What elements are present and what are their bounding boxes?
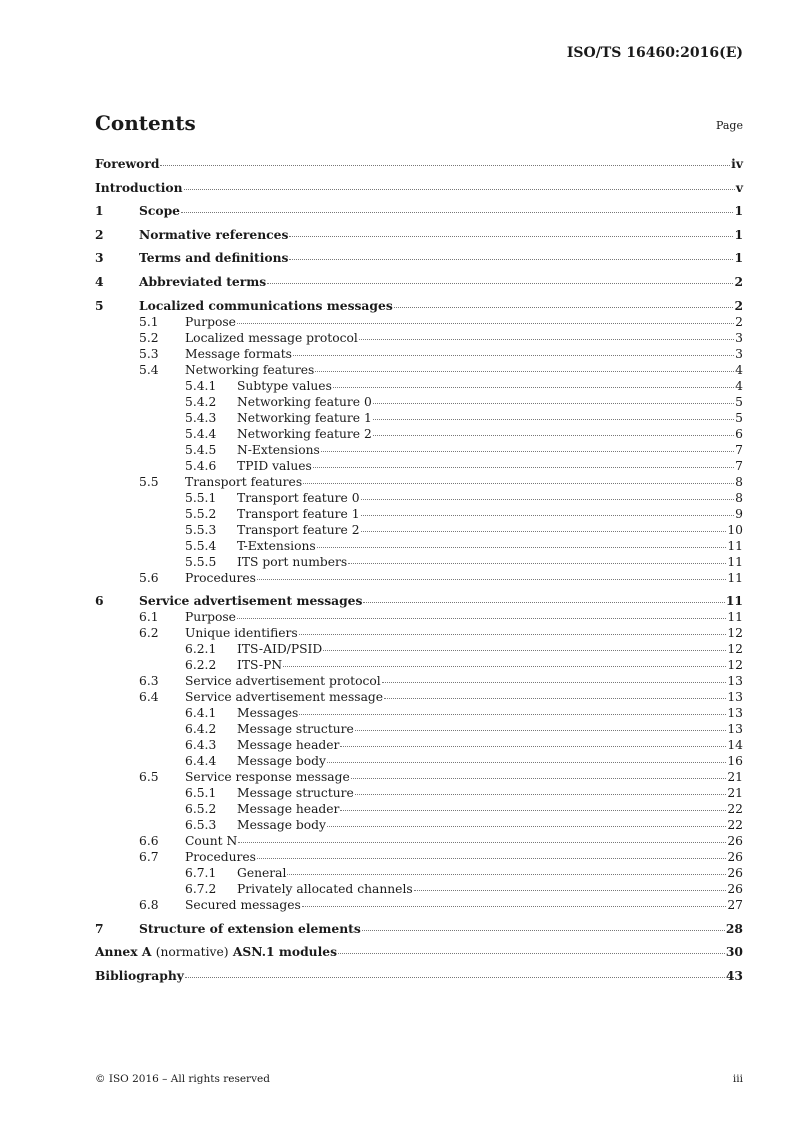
dot-leader: [333, 387, 734, 388]
toc-entry[interactable]: [95, 298, 743, 314]
dot-leader: [373, 419, 734, 420]
toc-entry-number: 3: [95, 250, 104, 266]
dot-leader: [355, 794, 727, 795]
toc-entry-title: Networking feature 2: [237, 426, 372, 441]
dot-leader: [340, 746, 726, 747]
dot-leader: [257, 858, 726, 859]
toc-entry[interactable]: [95, 250, 743, 266]
toc-entry[interactable]: [95, 180, 743, 196]
toc-entry-title: ITS port numbers: [237, 554, 348, 569]
dot-leader: [267, 283, 733, 284]
toc-entry-page: iv: [731, 156, 743, 171]
toc-entry-title: Transport feature 0: [237, 490, 360, 505]
toc-entry-page: 1: [734, 226, 743, 242]
toc-entry-number: 6.7.2: [185, 882, 217, 897]
toc-entry[interactable]: [95, 346, 743, 362]
toc-entry-title: Procedures: [185, 850, 256, 865]
toc-entry-title: Networking feature 1: [237, 410, 372, 425]
dot-leader: [287, 874, 726, 875]
toc-entry-title: Purpose: [185, 610, 236, 625]
toc-entry-page: 26: [727, 834, 743, 849]
toc-entry-number: 5.5.1: [185, 490, 217, 505]
toc-entry-title: Transport features: [185, 474, 303, 489]
toc-entry[interactable]: [95, 274, 743, 290]
toc-entry-number: 5.4.5: [185, 442, 217, 457]
toc-entry-title: Localized message protocol: [185, 330, 358, 345]
toc-entry-page: 21: [727, 786, 743, 801]
toc-entry-number: 6.1: [139, 610, 159, 625]
toc-entry[interactable]: [95, 849, 743, 865]
toc-entry[interactable]: [95, 625, 743, 641]
dot-leader: [382, 682, 727, 683]
dot-leader: [302, 906, 727, 907]
toc-entry[interactable]: [95, 753, 743, 769]
toc-entry-page: 13: [727, 690, 743, 705]
toc-entry-page: 4: [735, 362, 743, 377]
dot-leader: [303, 483, 734, 484]
toc-entry-annex-type: (normative): [155, 945, 229, 960]
dot-leader: [384, 698, 726, 699]
toc-entry-title: T-Extensions: [237, 538, 316, 553]
toc-entry-number: 6.2.2: [185, 658, 217, 673]
dot-leader: [327, 762, 726, 763]
toc-entry[interactable]: [95, 410, 743, 426]
toc-entry-page: 11: [727, 610, 743, 625]
page-number: iii: [732, 1073, 743, 1085]
copyright-footer: © ISO 2016 – All rights reserved: [95, 1073, 270, 1085]
toc-entry-number: 6.5.2: [185, 802, 217, 817]
toc-entry-title: Abbreviated terms: [139, 273, 267, 289]
toc-entry-page: 26: [727, 850, 743, 865]
toc-entry[interactable]: [95, 657, 743, 673]
dot-leader: [185, 977, 725, 978]
toc-entry-title: Message header: [237, 738, 340, 753]
toc-entry-page: 3: [735, 330, 743, 345]
toc-entry[interactable]: [95, 203, 743, 219]
toc-entry-number: 1: [95, 203, 104, 219]
toc-entry[interactable]: [95, 641, 743, 657]
dot-leader: [238, 842, 726, 843]
toc-entry-page: 16: [727, 754, 743, 769]
toc-entry[interactable]: [95, 330, 743, 346]
toc-entry[interactable]: [95, 865, 743, 881]
toc-entry-page: 6: [735, 426, 743, 441]
toc-entry[interactable]: [95, 442, 743, 458]
toc-entry[interactable]: [95, 881, 743, 897]
toc-entry-number: 5.5.5: [185, 554, 217, 569]
toc-entry-number: 6.7.1: [185, 866, 217, 881]
toc-entry[interactable]: [95, 506, 743, 522]
toc-entry[interactable]: [95, 769, 743, 785]
toc-entry-annex-title: ASN.1 modules: [232, 944, 338, 960]
toc-entry-page: 11: [727, 570, 743, 585]
toc-entry[interactable]: [95, 689, 743, 705]
document-id-header: ISO/TS 16460:2016(E): [566, 45, 743, 61]
dot-leader: [289, 236, 733, 237]
toc-entry-title: Service advertisement messages: [139, 593, 363, 609]
dot-leader: [321, 451, 734, 452]
toc-entry-number: 4: [95, 273, 104, 289]
toc-entry-page: 22: [727, 818, 743, 833]
dot-leader: [359, 339, 734, 340]
toc-entry-title: Message structure: [237, 722, 354, 737]
toc-entry-title: Message formats: [185, 346, 292, 361]
dot-leader: [373, 403, 734, 404]
toc-entry-title: Secured messages: [185, 898, 301, 913]
toc-entry-page: 12: [727, 658, 743, 673]
toc-entry-page: 13: [727, 722, 743, 737]
toc-entry[interactable]: [95, 458, 743, 474]
toc-entry-number: 6.5.3: [185, 818, 217, 833]
toc-entry-title: Message header: [237, 802, 340, 817]
toc-entry[interactable]: [95, 538, 743, 554]
toc-entry-title: Networking features: [185, 362, 315, 377]
toc-entry-page: 5: [735, 394, 743, 409]
toc-entry-title: Introduction: [95, 179, 183, 195]
toc-entry[interactable]: [95, 362, 743, 378]
table-of-contents: [95, 156, 743, 984]
dot-leader: [181, 212, 733, 213]
dot-leader: [362, 930, 725, 931]
toc-entry-number: 5.2: [139, 330, 159, 345]
dot-leader: [283, 666, 726, 667]
toc-entry-number: 5.4: [139, 362, 159, 377]
toc-entry-page: 27: [727, 898, 743, 913]
toc-entry-number: 7: [95, 920, 104, 936]
page-title: Contents: [95, 111, 196, 135]
toc-entry-page: 2: [734, 297, 743, 313]
toc-entry-title: TPID values: [237, 458, 312, 473]
toc-entry-title: Transport feature 1: [237, 506, 360, 521]
toc-entry-title: Bibliography: [95, 967, 184, 983]
toc-entry-page: 2: [734, 273, 743, 289]
dot-leader: [394, 307, 734, 308]
toc-entry-page: 11: [725, 593, 743, 609]
toc-entry-number: 5.4.4: [185, 426, 217, 441]
toc-entry-page: 26: [727, 882, 743, 897]
toc-entry[interactable]: [95, 490, 743, 506]
toc-entry-title: Annex A: [95, 944, 152, 960]
dot-leader: [348, 563, 726, 564]
dot-leader: [313, 467, 734, 468]
toc-entry-title: N-Extensions: [237, 442, 320, 457]
toc-entry-number: 6.2.1: [185, 642, 217, 657]
toc-entry-number: 6.5: [139, 770, 159, 785]
toc-entry[interactable]: [95, 801, 743, 817]
toc-entry-page: 1: [734, 203, 743, 219]
toc-entry-title: Terms and definitions: [139, 250, 289, 266]
toc-entry[interactable]: [95, 474, 743, 490]
toc-entry-title: Scope: [139, 203, 180, 219]
page-column-label: Page: [715, 119, 743, 132]
toc-entry-page: 7: [735, 458, 743, 473]
dot-leader: [361, 531, 727, 532]
toc-entry-page: 28: [725, 920, 743, 936]
toc-entry-number: 5.4.1: [185, 378, 217, 393]
toc-entry[interactable]: [95, 897, 743, 913]
toc-entry[interactable]: [95, 944, 743, 960]
toc-entry-title: Structure of extension elements: [139, 920, 361, 936]
dot-leader: [237, 323, 734, 324]
toc-entry-page: 12: [727, 626, 743, 641]
dot-leader: [327, 826, 726, 827]
toc-entry-title: ITS-AID/PSID: [237, 642, 323, 657]
toc-entry-number: 6.4.2: [185, 722, 217, 737]
dot-leader: [373, 435, 734, 436]
toc-entry-page: 13: [727, 706, 743, 721]
toc-entry[interactable]: [95, 785, 743, 801]
toc-entry[interactable]: [95, 609, 743, 625]
toc-entry-page: 1: [734, 250, 743, 266]
toc-entry[interactable]: [95, 721, 743, 737]
toc-entry[interactable]: [95, 968, 743, 984]
toc-entry-title: Transport feature 2: [237, 522, 360, 537]
toc-entry[interactable]: [95, 921, 743, 937]
toc-entry[interactable]: [95, 593, 743, 609]
toc-entry-page: 11: [727, 538, 743, 553]
toc-entry[interactable]: [95, 570, 743, 586]
toc-entry-page: 13: [727, 674, 743, 689]
toc-entry[interactable]: [95, 426, 743, 442]
dot-leader: [351, 778, 727, 779]
dot-leader: [361, 515, 735, 516]
toc-entry-number: 5.3: [139, 346, 159, 361]
toc-entry-page: 8: [735, 490, 743, 505]
dot-leader: [363, 602, 724, 603]
dot-leader: [184, 189, 735, 190]
dot-leader: [293, 355, 734, 356]
toc-entry-number: 2: [95, 226, 104, 242]
toc-entry-title: Localized communications messages: [139, 297, 393, 313]
toc-entry-number: 6.2: [139, 626, 159, 641]
toc-entry-page: 4: [735, 378, 743, 393]
toc-entry-title: Purpose: [185, 314, 236, 329]
toc-entry-title: Messages: [237, 706, 299, 721]
toc-entry-title: Subtype values: [237, 378, 332, 393]
toc-entry-page: 10: [727, 522, 743, 537]
toc-entry[interactable]: [95, 227, 743, 243]
dot-leader: [257, 579, 726, 580]
toc-entry-page: 3: [735, 346, 743, 361]
toc-entry-title: General: [237, 866, 287, 881]
toc-entry-page: 22: [727, 802, 743, 817]
toc-entry-title: Message body: [237, 754, 326, 769]
toc-entry-number: 6.4.3: [185, 738, 217, 753]
toc-entry-title: Service advertisement protocol: [185, 674, 381, 689]
toc-entry-title: Unique identifiers: [185, 626, 298, 641]
toc-entry[interactable]: [95, 522, 743, 538]
toc-entry-page: 21: [727, 770, 743, 785]
toc-entry-number: 5.4.3: [185, 410, 217, 425]
dot-leader: [317, 547, 727, 548]
toc-entry[interactable]: [95, 156, 743, 172]
toc-entry-page: 12: [727, 642, 743, 657]
toc-entry[interactable]: [95, 817, 743, 833]
toc-entry-number: 6.3: [139, 674, 159, 689]
toc-entry-page: 11: [727, 554, 743, 569]
toc-entry-page: 5: [735, 410, 743, 425]
dot-leader: [361, 499, 735, 500]
toc-entry-page: 26: [727, 866, 743, 881]
dot-leader: [414, 890, 727, 891]
dot-leader: [299, 714, 726, 715]
toc-entry-number: 6: [95, 593, 104, 609]
dot-leader: [160, 165, 730, 166]
toc-entry-page: 9: [735, 506, 743, 521]
dot-leader: [338, 953, 725, 954]
dot-leader: [299, 634, 727, 635]
toc-entry-title: ITS-PN: [237, 658, 283, 673]
toc-entry-title: Networking feature 0: [237, 394, 372, 409]
toc-entry-number: 5.6: [139, 570, 159, 585]
toc-entry-page: 30: [725, 944, 743, 960]
toc-entry[interactable]: [95, 705, 743, 721]
toc-entry[interactable]: [95, 833, 743, 849]
toc-entry-number: 5.5.4: [185, 538, 217, 553]
toc-entry-number: 6.4: [139, 690, 159, 705]
toc-entry-page: 43: [725, 967, 743, 983]
toc-entry[interactable]: [95, 673, 743, 689]
toc-entry-number: 5: [95, 297, 104, 313]
toc-entry-title: Service response message: [185, 770, 350, 785]
toc-entry-title: Procedures: [185, 570, 256, 585]
dot-leader: [237, 618, 726, 619]
toc-entry-number: 6.8: [139, 898, 159, 913]
toc-entry-title: Message body: [237, 818, 326, 833]
toc-entry[interactable]: [95, 378, 743, 394]
toc-entry-number: 5.4.2: [185, 394, 217, 409]
toc-entry-title: Foreword: [95, 156, 160, 171]
toc-entry-number: 5.5.2: [185, 506, 217, 521]
dot-leader: [355, 730, 727, 731]
toc-entry-number: 5.5.3: [185, 522, 217, 537]
toc-entry-page: 2: [735, 314, 743, 329]
toc-entry-title: Normative references: [139, 226, 289, 242]
toc-entry-number: 5.4.6: [185, 458, 217, 473]
toc-entry-page: 14: [727, 738, 743, 753]
dot-leader: [315, 371, 734, 372]
toc-entry-title: Count N: [185, 834, 238, 849]
dot-leader: [323, 650, 726, 651]
toc-entry-number: 6.6: [139, 834, 159, 849]
toc-entry[interactable]: [95, 554, 743, 570]
dot-leader: [289, 259, 733, 260]
toc-entry[interactable]: [95, 394, 743, 410]
toc-entry-page: 8: [735, 474, 743, 489]
toc-entry-number: 5.5: [139, 474, 159, 489]
toc-entry-page: v: [735, 179, 743, 195]
toc-entry-title: Service advertisement message: [185, 690, 384, 705]
toc-entry-number: 6.5.1: [185, 786, 217, 801]
toc-entry[interactable]: [95, 737, 743, 753]
toc-entry-page: 7: [735, 442, 743, 457]
dot-leader: [340, 810, 726, 811]
toc-entry-number: 6.4.4: [185, 754, 217, 769]
toc-entry-title: Privately allocated channels: [237, 882, 413, 897]
toc-entry-title: Message structure: [237, 786, 354, 801]
toc-entry-number: 5.1: [139, 314, 159, 329]
toc-entry[interactable]: [95, 314, 743, 330]
toc-entry-number: 6.4.1: [185, 706, 217, 721]
toc-entry-number: 6.7: [139, 850, 159, 865]
